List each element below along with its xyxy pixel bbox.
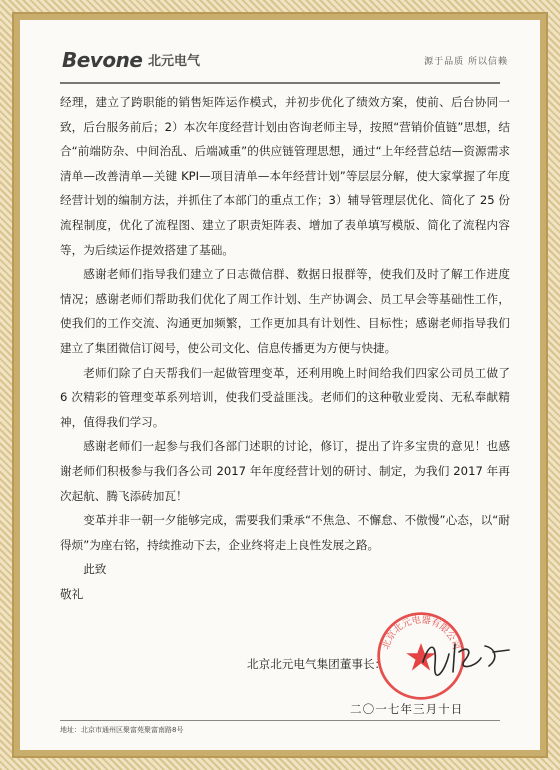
paragraph: 感谢老师们指导我们建立了日志微信群、数据日报群等，使我们及时了解工作进度情况；感谢老师们帮助我们优化了周工作计划、生产协调会、员工早会等基础性工作，使我们的工作交流、沟通更加频繁，工作更加具有计划性、目标性；感谢老师指导我们建立了集团微信订阅号，使公司文化、信息传播更为方便与快捷。 <box>60 267 510 355</box>
brand-logo: Bevone <box>62 48 143 72</box>
signatory-organization: 北京北元电气集团董事长： <box>247 657 387 671</box>
paragraph: 老师们除了白天帮我们一起做管理变革，还利用晚上时间给我们四家公司员工做了 6 次精彩的管理变革系列培训，使我们受益匪浅。老师们的这种敬业爱岗、无私奉献精神，值得我们学习。 <box>60 365 510 429</box>
closing-salutation: 此致 <box>83 562 107 577</box>
handwritten-signature <box>415 632 515 682</box>
paragraph: 感谢老师们一起参与我们各部门述职的讨论，修订，提出了许多宝贵的意见！也感谢老师们积极参与我们各公司 2017 年年度经营计划的研讨、制定，为我们 2017 年再次起航、腾飞添砖加瓦！ <box>60 439 510 503</box>
letter-body <box>60 90 510 606</box>
paragraph: 变革并非一朝一夕能够完成，需要我们秉承“不焦急、不懈怠、不傲慢”心态，以“耐得烦”为座右铭，持续推动下去，企业终将走上良性发展之路。 <box>60 513 510 552</box>
letterhead <box>42 38 518 78</box>
svg-text:北京北元电器有限公司: 北京北元电器有限公司 <box>380 614 462 652</box>
header-divider <box>60 82 500 84</box>
letter-page <box>20 20 540 750</box>
brand-name-cn: 北元电气 <box>148 54 201 69</box>
company-slogan: 源于品质 所以信赖 <box>424 57 508 67</box>
paragraph: 经理，建立了跨职能的销售矩阵运作模式，并初步优化了绩效方案，使前、后台协同一致，后台服务前后；2）本次年度经营计划由咨询老师主导，按照“营销价值链”思想，结合“前端防杂、中间治乱、后端减重”的供应链管理思想，通过“上年经营总结—资源需求清单—改善清单—关键 KPI—项目清单—本年经营计划”等层层分解，使大家掌握了年度经营计划的编制方法，并抓住了本部门的重点工作；3）辅导管理层优化、简化了 25 份流程制度，优化了流程图、建立了职责矩阵表、增加了表单填写模版、简化了流程内容等，为后续运作提效搭建了基础。 <box>60 95 510 257</box>
company-address: 地址：北京市通州区聚富苑聚富南路8号 <box>60 726 184 734</box>
closing-regards: 敬礼 <box>60 586 84 601</box>
footer-divider <box>60 720 500 721</box>
letter-date: 二〇一七年三月十日 <box>350 702 464 716</box>
